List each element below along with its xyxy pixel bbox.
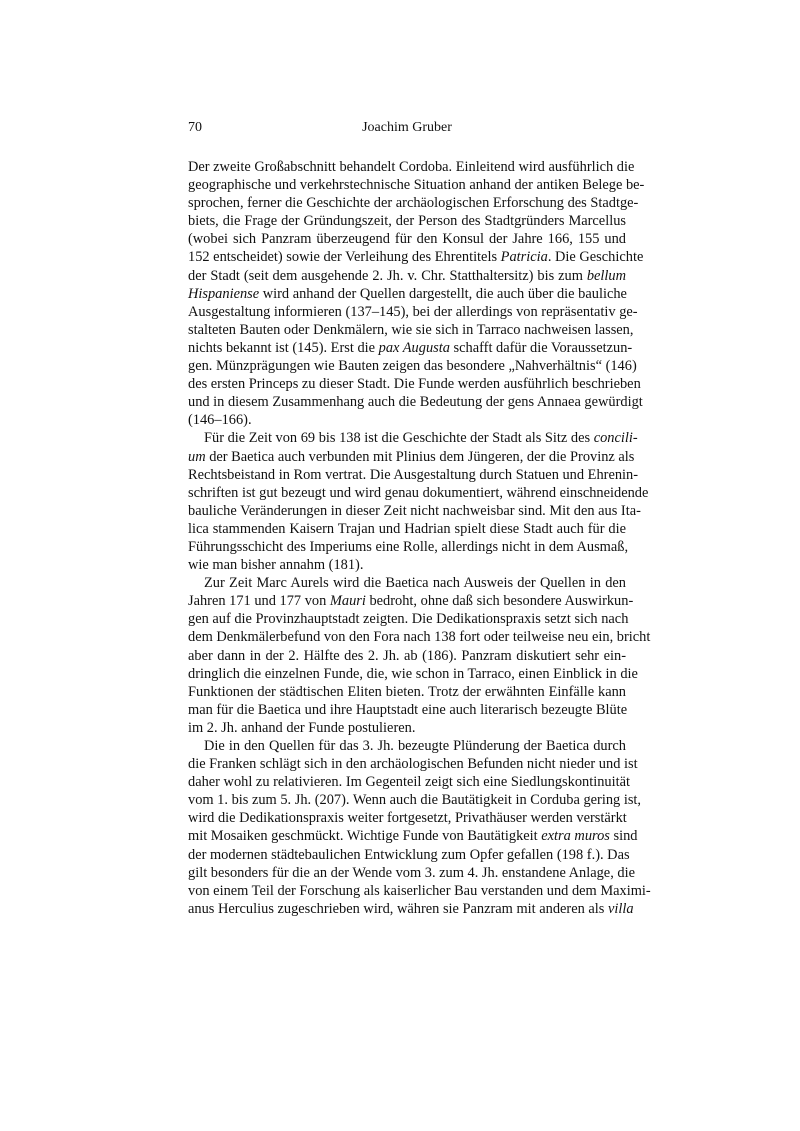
text-span: (146–166). <box>188 412 252 429</box>
text-line <box>188 900 634 918</box>
text-span: dringlich die einzelnen Funde, die, wie schon in Tarraco, einen Einblick in die <box>188 665 638 682</box>
text-span: Für die Zeit von 69 bis 138 ist die Geschichte der Stadt als Sitz des <box>204 430 594 447</box>
text-span: bauliche Veränderungen in dieser Zeit nicht nachweisbar sind. Mit den aus Ita- <box>188 502 641 519</box>
text-span: Ausgestaltung informieren (137–145), bei der allerdings von repräsentativ ge- <box>188 303 638 320</box>
text-line <box>188 321 634 339</box>
text-line <box>188 719 626 737</box>
text-line <box>188 628 651 646</box>
text-span: im 2. Jh. anhand der Funde postulieren. <box>188 719 416 736</box>
text-line <box>188 827 638 845</box>
text-line <box>188 809 626 827</box>
text-line <box>188 683 626 701</box>
text-span: dem Denkmälerbefund von den Fora nach 138 fort oder teilweise neu ein, bricht <box>188 629 651 646</box>
text-span: daher wohl zu relativieren. Im Gegenteil zeigt sich eine Siedlungskontinuität <box>188 774 630 791</box>
text-span: vom 1. bis zum 5. Jh. (207). Wenn auch die Bautätigkeit in Corduba gering ist, <box>188 792 642 809</box>
text-span: Jahren 171 und 177 von <box>188 593 330 610</box>
text-line <box>188 411 626 429</box>
text-line <box>188 176 645 194</box>
italic-text: pax Augusta <box>378 339 450 356</box>
text-span: schriften ist gut bezeugt und wird genau dokumentiert, während einschneidende <box>188 484 649 501</box>
text-line <box>188 791 642 809</box>
text-line <box>188 466 639 484</box>
text-span: gen. Münzprägungen wie Bauten zeigen das besondere „Nahverhältnis“ (146) <box>188 358 637 375</box>
text-span: mit Mosaiken geschmückt. Wichtige Funde von Bautätigkeit <box>188 828 542 845</box>
text-span: die Franken schlägt sich in den archäologischen Befunden nicht nieder und ist <box>188 756 638 773</box>
paragraph <box>188 429 649 574</box>
italic-text: Mauri <box>329 593 366 610</box>
text-line <box>188 574 626 592</box>
text-line <box>188 393 643 411</box>
paragraph <box>188 158 645 429</box>
text-span: sprochen, ferner die Geschichte der archäologischen Erforschung des Stadtge- <box>188 195 639 212</box>
text-span: wie man bisher annahm (181). <box>188 557 364 574</box>
text-line <box>188 267 626 285</box>
running-head: Joachim Gruber <box>362 120 452 135</box>
text-span: Führungsschicht des Imperiums eine Rolle, allerdings nicht in dem Ausmaß, <box>188 538 629 555</box>
text-span: stalteten Bauten oder Denkmälern, wie sie sich in Tarraco nachweisen lassen, <box>188 321 634 338</box>
text-line <box>188 303 638 321</box>
page <box>188 118 651 918</box>
text-line <box>188 610 629 628</box>
text-span: geographische und verkehrstechnische Situation anhand der antiken Belege be- <box>188 177 645 194</box>
text-line <box>188 773 630 791</box>
text-line <box>188 647 626 665</box>
text-span: wird anhand der Quellen dargestellt, die auch über die bauliche <box>259 285 627 302</box>
italic-text: um <box>188 448 206 465</box>
text-span: Zur Zeit Marc Aurels wird die Baetica nach Ausweis der Quellen in den <box>204 575 626 592</box>
text-line <box>188 230 626 248</box>
text-line <box>188 448 635 466</box>
text-span: der modernen städtebaulichen Entwicklung zum Opfer gefallen (198 f.). Das <box>188 846 630 863</box>
text-line <box>188 484 649 502</box>
italic-text: concili- <box>593 430 638 447</box>
text-span: des ersten Princeps zu dieser Stadt. Die Funde werden ausführlich beschrieben <box>188 376 641 393</box>
text-line <box>188 538 629 556</box>
text-line <box>188 665 638 683</box>
text-line <box>188 701 626 719</box>
text-line <box>188 429 638 447</box>
paragraph <box>188 737 651 918</box>
text-span: nichts bekannt ist (145). Erst die <box>188 339 379 356</box>
paragraph <box>188 574 651 737</box>
text-line <box>188 194 639 212</box>
text-span: man für die Baetica und ihre Hauptstadt eine auch literarisch bezeugte Blüte <box>188 701 628 718</box>
text-line <box>188 556 626 574</box>
body-text <box>188 158 651 918</box>
text-span: der Baetica auch verbunden mit Plinius dem Jüngeren, der die Provinz als <box>205 448 635 465</box>
text-span: von einem Teil der Forschung als kaiserlicher Bau verstanden und dem Maximi- <box>188 882 651 899</box>
text-line <box>188 158 635 176</box>
text-span: wird die Dedikationspraxis weiter fortgesetzt, Privathäuser werden verstärkt <box>188 810 627 827</box>
italic-text: bellum <box>586 267 626 284</box>
text-line <box>188 864 635 882</box>
page-header <box>188 118 626 138</box>
text-span: gen auf die Provinzhauptstadt zeigten. Die Dedikationspraxis setzt sich nach <box>188 611 629 628</box>
text-span: der Stadt (seit dem ausgehende 2. Jh. v. Chr. Statthaltersitz) bis zum <box>188 267 587 284</box>
italic-text: extra muros <box>541 828 610 845</box>
text-line <box>188 502 641 520</box>
text-span: Die in den Quellen für das 3. Jh. bezeugte Plünderung der Baetica durch <box>204 738 626 754</box>
text-line <box>188 846 630 864</box>
text-line <box>188 212 626 230</box>
text-line <box>188 339 633 357</box>
italic-text: Hispaniense <box>188 285 260 302</box>
text-line <box>188 882 651 900</box>
text-line <box>188 357 637 375</box>
text-span: . Die Geschichte <box>547 249 644 266</box>
text-line <box>188 737 626 755</box>
text-span: schafft dafür die Voraussetzun- <box>449 339 633 356</box>
text-span: bedroht, ohne daß sich besondere Auswirkun- <box>365 593 634 610</box>
page-number: 70 <box>188 120 202 135</box>
text-line <box>188 248 644 266</box>
text-span: lica stammenden Kaisern Trajan und Hadrian spielt diese Stadt auch für die <box>188 520 626 537</box>
text-span: und in diesem Zusammenhang auch die Bedeutung der gens Annaea gewürdigt <box>188 394 643 411</box>
text-line <box>188 755 638 773</box>
text-span: gilt besonders für die an der Wende vom 3. zum 4. Jh. enstandene Anlage, die <box>188 864 635 881</box>
text-line <box>188 520 626 538</box>
text-span: aber dann in der 2. Hälfte des 2. Jh. ab (186). Panzram diskutiert sehr ein- <box>188 647 626 664</box>
text-span: sind <box>609 828 638 845</box>
text-span: Der zweite Großabschnitt behandelt Cordoba. Einleitend wird ausführlich die <box>188 159 635 175</box>
text-line <box>188 285 626 303</box>
text-span: Rechtsbeistand in Rom vertrat. Die Ausgestaltung durch Statuen und Ehrenin- <box>188 466 639 483</box>
text-span: (wobei sich Panzram überzeugend für den Konsul der Jahre 166, 155 und <box>188 231 626 248</box>
italic-text: villa <box>607 900 634 917</box>
text-span: biets, die Frage der Gründungszeit, der Person des Stadtgründers Marcellus <box>188 213 626 230</box>
italic-text: Patricia <box>500 249 548 266</box>
text-span: anus Herculius zugeschrieben wird, währen sie Panzram mit anderen als <box>188 900 608 917</box>
text-line <box>188 592 634 610</box>
text-line <box>188 375 641 393</box>
text-span: 152 entscheidet) sowie der Verleihung des Ehrentitels <box>188 249 501 266</box>
text-span: Funktionen der städtischen Eliten bieten. Trotz der erwähnten Einfälle kann <box>188 683 626 700</box>
